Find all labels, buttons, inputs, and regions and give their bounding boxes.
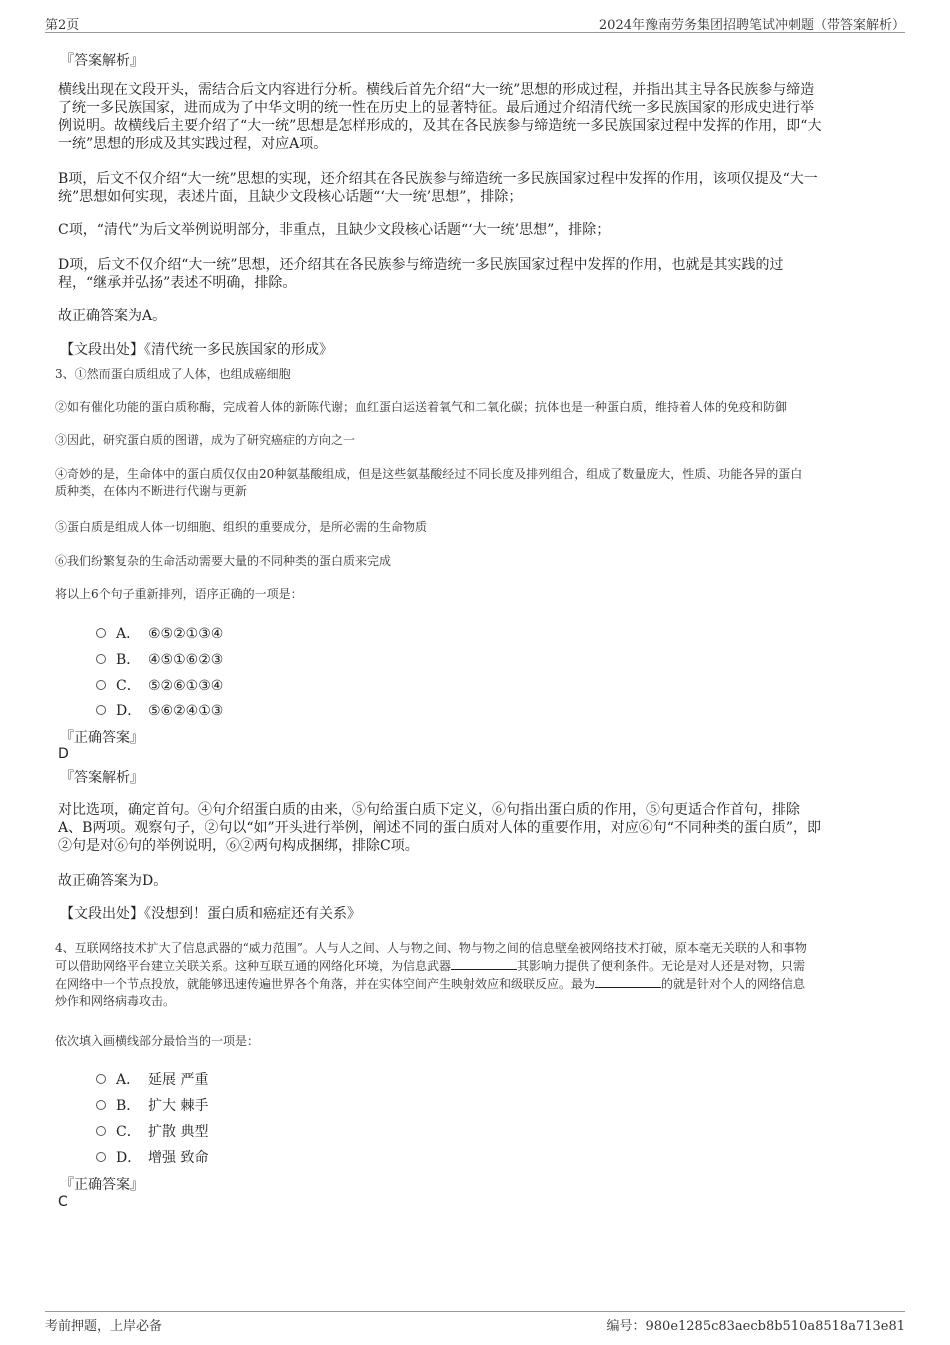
q2-analysis-para2 xyxy=(58,170,818,206)
option-letter: D． xyxy=(116,1150,142,1166)
text-line: 例说明。故横线后主要介绍了“大一统”思想是怎样形成的，及其在各民族参与缔造统一多民族国家过程中发挥的作用，即“大 xyxy=(58,118,822,134)
q3-option-b[interactable] xyxy=(96,649,223,667)
option-letter: C． xyxy=(116,1124,141,1140)
text-line: A、B两项。观察句子，②句以“如”开头进行举例，阐述不同的蛋白质对人体的重要作用，对应⑥句“不同种类的蛋白质”，即 xyxy=(58,820,822,836)
page-header xyxy=(45,12,905,33)
text-line: 4、互联网络技术扩大了信息武器的“威力范围”。人与人之间、人与物之间、物与物之间的信息壁垒被网络技术打破，原本毫无关联的人和事物 xyxy=(55,941,807,955)
text-line: 一统”思想的形成及其实践过程，对应A项。 xyxy=(58,136,328,152)
q3-sentence-4 xyxy=(55,466,802,500)
radio-icon[interactable] xyxy=(96,1126,106,1136)
page-footer xyxy=(45,1311,905,1336)
text-line: 质种类，在体内不断进行代谢与更新 xyxy=(55,484,248,498)
option-text: 扩散 典型 xyxy=(148,1124,209,1140)
q2-source: 【文段出处】《清代统一多民族国家的形成》 xyxy=(60,342,333,358)
text-line: 程，“继承并弘扬”表述不明确，排除。 xyxy=(58,275,297,291)
text-line: 统”思想如何实现，表述片面，且缺少文段核心话题“‘大一统’思想”，排除； xyxy=(58,189,523,205)
text-line xyxy=(55,957,807,975)
option-text: 扩大 棘手 xyxy=(148,1098,209,1114)
q3-option-c[interactable] xyxy=(96,675,223,693)
radio-icon[interactable] xyxy=(96,1100,106,1110)
page-number: 第2页 xyxy=(45,18,80,33)
radio-icon[interactable] xyxy=(96,628,106,638)
option-letter: D． xyxy=(116,703,142,719)
q3-conclusion: 故正确答案为D。 xyxy=(58,873,168,889)
q2-analysis-para4 xyxy=(58,256,784,292)
option-text: ④⑤①⑥②③ xyxy=(148,652,224,668)
q2-analysis-para1 xyxy=(58,81,821,153)
q3-option-d[interactable] xyxy=(96,700,223,718)
text-line: 对比选项，确定首句。④句介绍蛋白质的由来，⑤句给蛋白质下定义，⑥句指出蛋白质的作用，⑤句更适合作首句，排除 xyxy=(58,802,800,818)
option-letter: A． xyxy=(116,1072,141,1088)
option-text: ⑤⑥②④①③ xyxy=(148,703,224,719)
q4-option-d[interactable] xyxy=(96,1147,208,1165)
q4-stem xyxy=(55,940,807,1010)
q4-option-c[interactable] xyxy=(96,1121,208,1139)
option-letter: A． xyxy=(116,626,141,642)
text-segment: 其影响力提供了便利条件。无论是对人还是对物，只需 xyxy=(517,959,806,973)
option-text: 增强 致命 xyxy=(148,1150,209,1166)
q3-sentence-3: ③因此，研究蛋白质的图谱，成为了研究癌症的方向之一 xyxy=(55,433,356,447)
radio-icon[interactable] xyxy=(96,654,106,664)
q3-answer: D xyxy=(58,746,69,762)
q3-analysis-label: 『答案解析』 xyxy=(60,770,144,786)
q3-sentence-1: 3、①然而蛋白质组成了人体，也组成癌细胞 xyxy=(55,367,291,381)
radio-icon[interactable] xyxy=(96,705,106,715)
q3-answer-label: 『正确答案』 xyxy=(60,730,144,746)
option-letter: B． xyxy=(116,652,141,668)
fill-blank-2 xyxy=(595,975,661,988)
q2-analysis-para3: C项，“清代”为后文举例说明部分，非重点，且缺少文段核心话题“‘大一统’思想”，排除； xyxy=(58,222,611,238)
text-line: 了统一多民族国家，进而成为了中华文明的统一性在历史上的显著特征。最后通过介绍清代统一多民族国家的形成史进行举 xyxy=(58,100,814,116)
document-id: 编号：980e1285c83aecb8b510a8518a713e81 xyxy=(606,1319,905,1334)
q3-sentence-6: ⑥我们纷繁复杂的生命活动需要大量的不同种类的蛋白质来完成 xyxy=(55,554,392,568)
q4-answer-label: 『正确答案』 xyxy=(60,1177,144,1193)
text-line: D项，后文不仅介绍“大一统”思想，还介绍其在各民族参与缔造统一多民族国家过程中发挥的作用，也就是其实践的过 xyxy=(58,257,784,273)
radio-icon[interactable] xyxy=(96,1074,106,1084)
q4-option-a[interactable] xyxy=(96,1069,208,1087)
q3-prompt: 将以上6个句子重新排列，语序正确的一项是： xyxy=(55,587,303,601)
text-line xyxy=(55,975,807,993)
radio-icon[interactable] xyxy=(96,680,106,690)
fill-blank-1 xyxy=(451,957,517,970)
text-segment: 在网络中一个节点投放，就能够迅速传遍世界各个角落，并在实体空间产生映射效应和级联反应。最为 xyxy=(55,977,596,991)
footer-slogan: 考前押题，上岸必备 xyxy=(45,1319,163,1334)
q3-analysis xyxy=(58,801,821,855)
text-line: 横线出现在文段开头，需结合后文内容进行分析。横线后首先介绍“大一统”思想的形成过程，并指出其主导各民族参与缔造 xyxy=(58,82,815,98)
option-text: ⑤②⑥①③④ xyxy=(148,678,224,694)
text-line: ④奇妙的是，生命体中的蛋白质仅仅由20种氨基酸组成，但是这些氨基酸经过不同长度及排列组合，组成了数量庞大，性质、功能各异的蛋白 xyxy=(55,467,803,481)
document-title: 2024年豫南劳务集团招聘笔试冲刺题（带答案解析） xyxy=(598,18,905,33)
q3-option-a[interactable] xyxy=(96,623,223,641)
text-line: B项，后文不仅介绍“大一统”思想的实现，还介绍其在各民族参与缔造统一多民族国家过程中发挥的作用，该项仅提及“大一 xyxy=(58,171,818,187)
option-letter: C． xyxy=(116,678,141,694)
option-letter: B． xyxy=(116,1098,141,1114)
text-line: ②句是对⑥句的举例说明，⑥②两句构成捆绑，排除C项。 xyxy=(58,838,419,854)
q4-answer: C xyxy=(58,1194,68,1210)
option-text: ⑥⑤②①③④ xyxy=(148,626,224,642)
option-text: 延展 严重 xyxy=(148,1072,209,1088)
q2-analysis-label: 『答案解析』 xyxy=(60,53,144,69)
text-segment: 的就是针对个人的网络信息 xyxy=(661,977,806,991)
q3-sentence-5: ⑤蛋白质是组成人体一切细胞、组织的重要成分，是所必需的生命物质 xyxy=(55,520,428,534)
text-line: 炒作和网络病毒攻击。 xyxy=(55,994,176,1008)
radio-icon[interactable] xyxy=(96,1152,106,1162)
text-segment: 可以借助网络平台建立关联关系。这种互联互通的网络化环境，为信息武器 xyxy=(55,959,452,973)
q3-source: 【文段出处】《没想到！蛋白质和癌症还有关系》 xyxy=(60,906,361,922)
q3-sentence-2: ②如有催化功能的蛋白质称酶，完成着人体的新陈代谢；血红蛋白运送着氧气和二氧化碳；抗体也是一种蛋白质，维持着人体的免疫和防御 xyxy=(55,400,788,414)
q4-prompt: 依次填入画横线部分最恰当的一项是： xyxy=(55,1034,260,1048)
q2-conclusion: 故正确答案为A。 xyxy=(58,308,167,324)
q4-option-b[interactable] xyxy=(96,1095,208,1113)
